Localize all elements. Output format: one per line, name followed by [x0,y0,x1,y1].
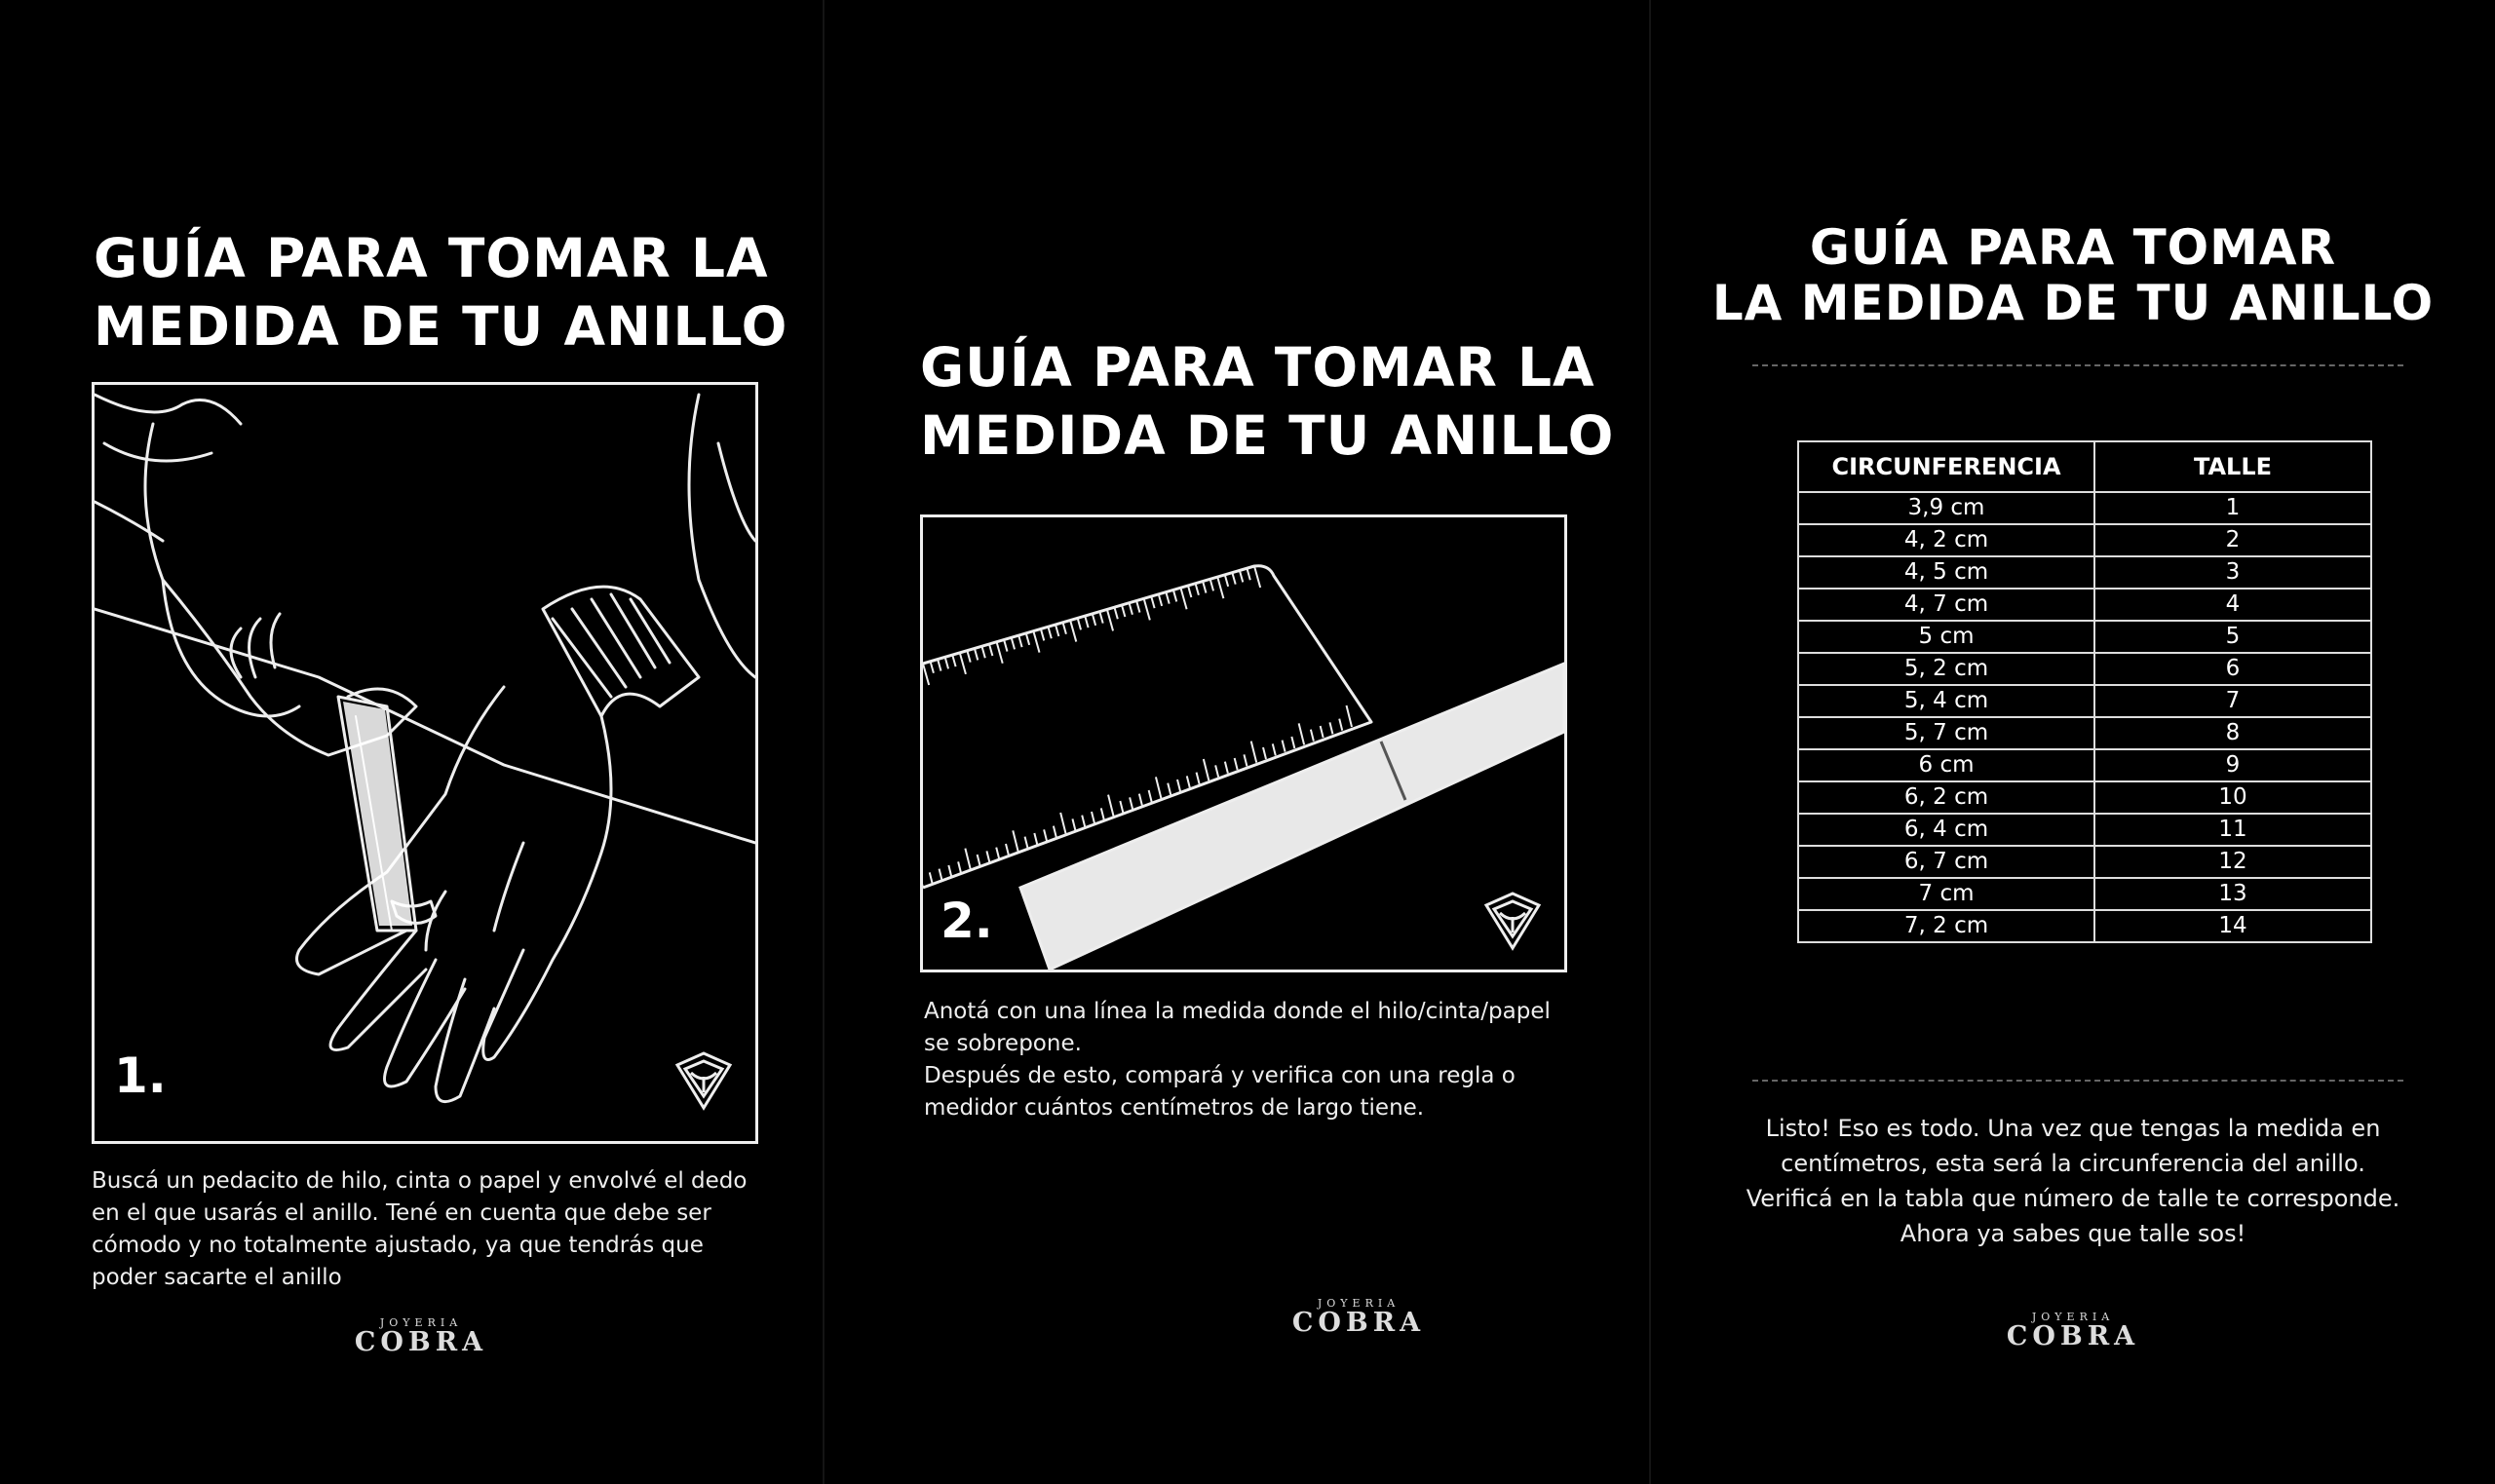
table-row [1798,556,2371,589]
size-cell: 4 [2094,589,2371,621]
instruction-line: medidor cuántos centímetros de largo tiene. [924,1095,1425,1121]
divider-line [1752,364,2403,366]
illustration-measure-ruler [920,514,1567,972]
table-row [1798,685,2371,717]
instruction-line: poder sacarte el anillo [92,1265,342,1290]
divider-line [1752,1080,2403,1082]
logo-subtitle: JOYERIA [2031,1311,2115,1323]
size-cell: 3 [2094,556,2371,589]
circumference-cell: 7 cm [1798,878,2094,910]
circumference-cell: 5 cm [1798,621,2094,653]
table-row [1798,910,2371,942]
logo-subtitle: JOYERIA [1317,1297,1401,1310]
table-row [1798,492,2371,524]
circumference-cell: 6, 7 cm [1798,846,2094,878]
table-header-row [1798,441,2371,492]
illustration-wrap-finger [92,382,758,1144]
closing-line: Verificá en la tabla que número de talle te corresponde. [1746,1185,2400,1212]
panel-3-title-line: GUÍA PARA TOMAR [1809,219,2337,276]
panel-2-title-line: GUÍA PARA TOMAR LA [920,336,1595,399]
table-row [1798,878,2371,910]
closing-line: Listo! Eso es todo. Una vez que tengas la medida en [1765,1115,2381,1142]
circumference-cell: 4, 5 cm [1798,556,2094,589]
panel-2-title-line: MEDIDA DE TU ANILLO [920,404,1615,467]
panel-1-title [94,224,787,361]
instruction-line: cómodo y no totalmente ajustado, ya que tendrás que [92,1233,704,1258]
guide-panel-size-table [1651,0,2495,1484]
circumference-cell: 6, 2 cm [1798,781,2094,814]
cobra-emblem-icon [1478,888,1547,956]
step-1-instructions [92,1165,747,1294]
column-header-circumference: CIRCUNFERENCIA [1798,441,2094,492]
table-row [1798,781,2371,814]
table-row [1798,846,2371,878]
circumference-cell: 5, 2 cm [1798,653,2094,685]
panel-2-title [920,333,1614,470]
instruction-line: se sobrepone. [924,1031,1082,1056]
size-cell: 14 [2094,910,2371,942]
ruler-and-strip-illustration [923,517,1564,970]
size-cell: 11 [2094,814,2371,846]
logo-wordmark: COBRA [1291,1308,1426,1338]
step-number: 2. [940,893,993,949]
panel-3-title [1651,220,2495,331]
guide-panel-step-2 [825,0,1649,1484]
panel-3-title-line: LA MEDIDA DE TU ANILLO [1711,275,2435,331]
ring-size-table [1797,440,2372,943]
step-2-instructions [924,996,1551,1124]
logo-subtitle: JOYERIA [379,1316,463,1329]
circumference-cell: 5, 4 cm [1798,685,2094,717]
size-cell: 2 [2094,524,2371,556]
size-cell: 10 [2094,781,2371,814]
size-cell: 7 [2094,685,2371,717]
table-row [1798,717,2371,749]
table-row [1798,653,2371,685]
circumference-cell: 3,9 cm [1798,492,2094,524]
size-cell: 9 [2094,749,2371,781]
circumference-cell: 7, 2 cm [1798,910,2094,942]
table-row [1798,749,2371,781]
size-cell: 6 [2094,653,2371,685]
hand-wrapping-strip-illustration [95,385,755,1141]
instruction-line: Anotá con una línea la medida donde el hilo/cinta/papel [924,999,1551,1024]
table-row [1798,524,2371,556]
circumference-cell: 4, 7 cm [1798,589,2094,621]
panel-1-title-line: MEDIDA DE TU ANILLO [94,295,788,358]
closing-line: centímetros, esta será la circunferencia del anillo. [1781,1150,2365,1177]
closing-instructions [1651,1111,2495,1251]
closing-line: Ahora ya sabes que talle sos! [1900,1220,2246,1247]
circumference-cell: 4, 2 cm [1798,524,2094,556]
logo-wordmark: COBRA [354,1327,488,1357]
instruction-line: Después de esto, compará y verifica con una regla o [924,1063,1516,1088]
panel-1-title-line: GUÍA PARA TOMAR LA [94,227,769,289]
circumference-cell: 6 cm [1798,749,2094,781]
step-number: 1. [114,1047,167,1104]
table-row [1798,621,2371,653]
size-cell: 12 [2094,846,2371,878]
guide-panel-step-1 [0,0,823,1484]
brand-logo [1976,1312,2170,1351]
size-cell: 1 [2094,492,2371,524]
brand-logo [1261,1298,1456,1337]
instruction-line: Buscá un pedacito de hilo, cinta o papel y envolvé el dedo [92,1168,748,1194]
column-header-size: TALLE [2094,441,2371,492]
size-cell: 5 [2094,621,2371,653]
size-cell: 8 [2094,717,2371,749]
table-row [1798,589,2371,621]
brand-logo [324,1317,518,1356]
size-cell: 13 [2094,878,2371,910]
cobra-emblem-icon [670,1047,738,1116]
instruction-line: en el que usarás el anillo. Tené en cuenta que debe ser [92,1200,711,1226]
circumference-cell: 5, 7 cm [1798,717,2094,749]
logo-wordmark: COBRA [2006,1321,2140,1351]
table-row [1798,814,2371,846]
circumference-cell: 6, 4 cm [1798,814,2094,846]
